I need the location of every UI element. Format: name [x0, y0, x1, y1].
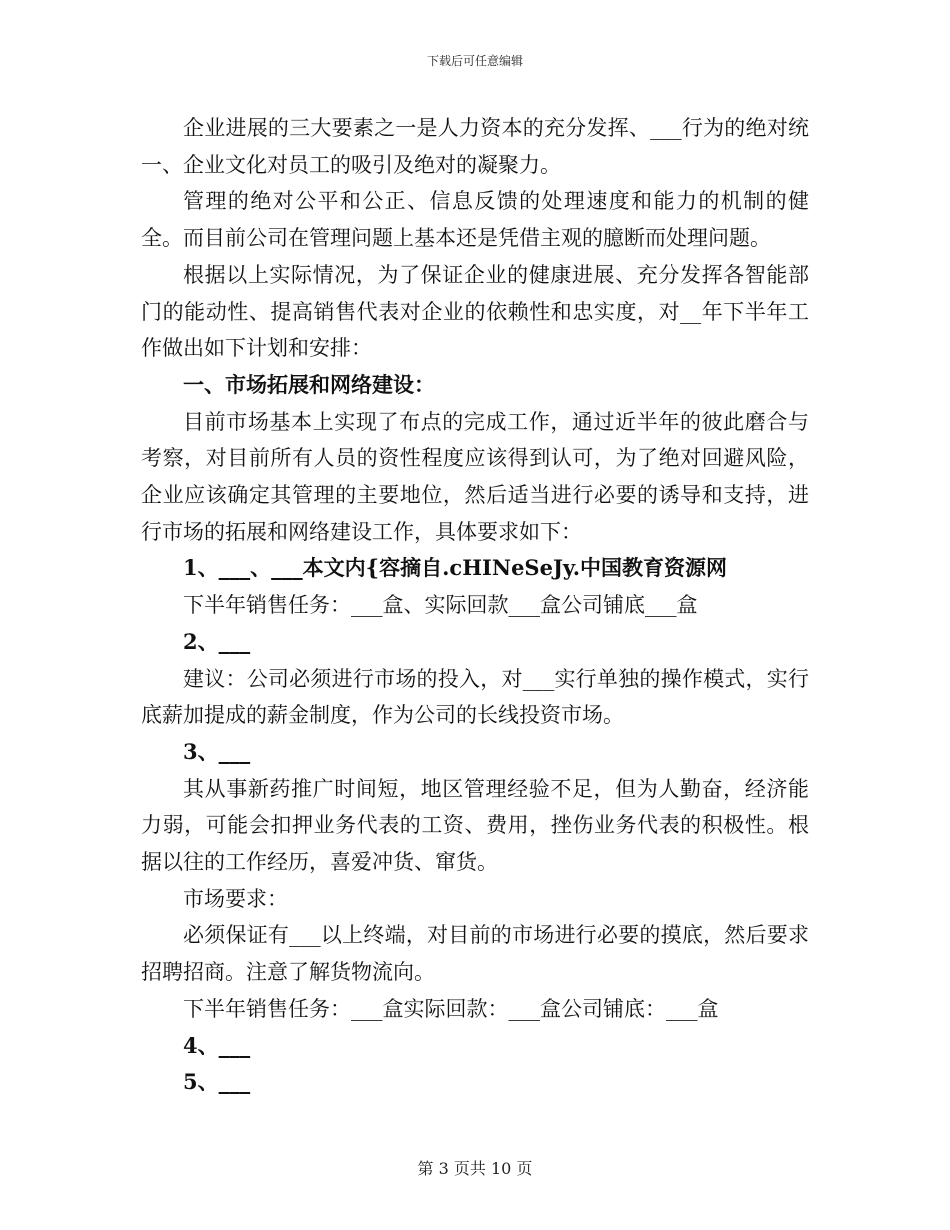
paragraph: 市场要求： [183, 886, 288, 911]
paragraph: 必须保证有___以上终端，对目前的市场进行必要的摸底，然后要求招聘招商。注意了解货物流向。 [141, 923, 809, 985]
paragraph: 建议：公司必须进行市场的投入，对___实行单独的操作模式，实行底薪加提成的薪金制度，作为公司的长线投资市场。 [141, 666, 809, 728]
document-body [141, 110, 809, 1101]
paragraph: 根据以上实际情况，为了保证企业的健康进展、充分发挥各智能部门的能动性、提高销售代表对企业的依赖性和忠实度，对__年下半年工作做出如下计划和安排： [141, 262, 809, 361]
paragraph: 其从事新药推广时间短，地区管理经验不足，但为人勤奋，经济能力弱，可能会扣押业务代表的工资、费用，挫伤业务代表的积极性。根据以往的工作经历，喜爱冲货、窜货。 [141, 776, 809, 875]
paragraph: 管理的绝对公平和公正、信息反馈的处理速度和能力的机制的健全。而目前公司在管理问题上基本还是凭借主观的臆断而处理问题。 [141, 189, 809, 251]
section-heading: 一、市场拓展和网络建设： [183, 371, 435, 397]
paragraph: 目前市场基本上实现了布点的完成工作，通过近半年的彼此磨合与考察，对目前所有人员的资性程度应该得到认可，为了绝对回避风险，企业应该确定其管理的主要地位，然后适当进行必要的诱导和支持，进行市场的拓展和网络建设工作，具体要求如下： [141, 409, 809, 544]
page-header: 下载后可任意编辑 [426, 54, 523, 68]
paragraph: 下半年销售任务：___盒实际回款：___盒公司铺底：___盒 [183, 996, 719, 1021]
list-item-heading: 2、___ [183, 628, 251, 654]
page-footer: 第 3 页共 10 页 [417, 1159, 533, 1178]
list-item-heading: 5、___ [183, 1069, 251, 1095]
list-item-heading: 1、___、___本文内{容摘自.cHINeSeJy.中国教育资源网 [183, 555, 727, 581]
paragraph: 企业进展的三大要素之一是人力资本的充分发挥、___行为的绝对统一、企业文化对员工的吸引及绝对的凝聚力。 [141, 116, 809, 177]
list-item-heading: 3、___ [183, 738, 251, 764]
list-item-heading: 4、___ [183, 1032, 251, 1058]
paragraph: 下半年销售任务：___盒、实际回款___盒公司铺底___盒 [183, 593, 698, 618]
